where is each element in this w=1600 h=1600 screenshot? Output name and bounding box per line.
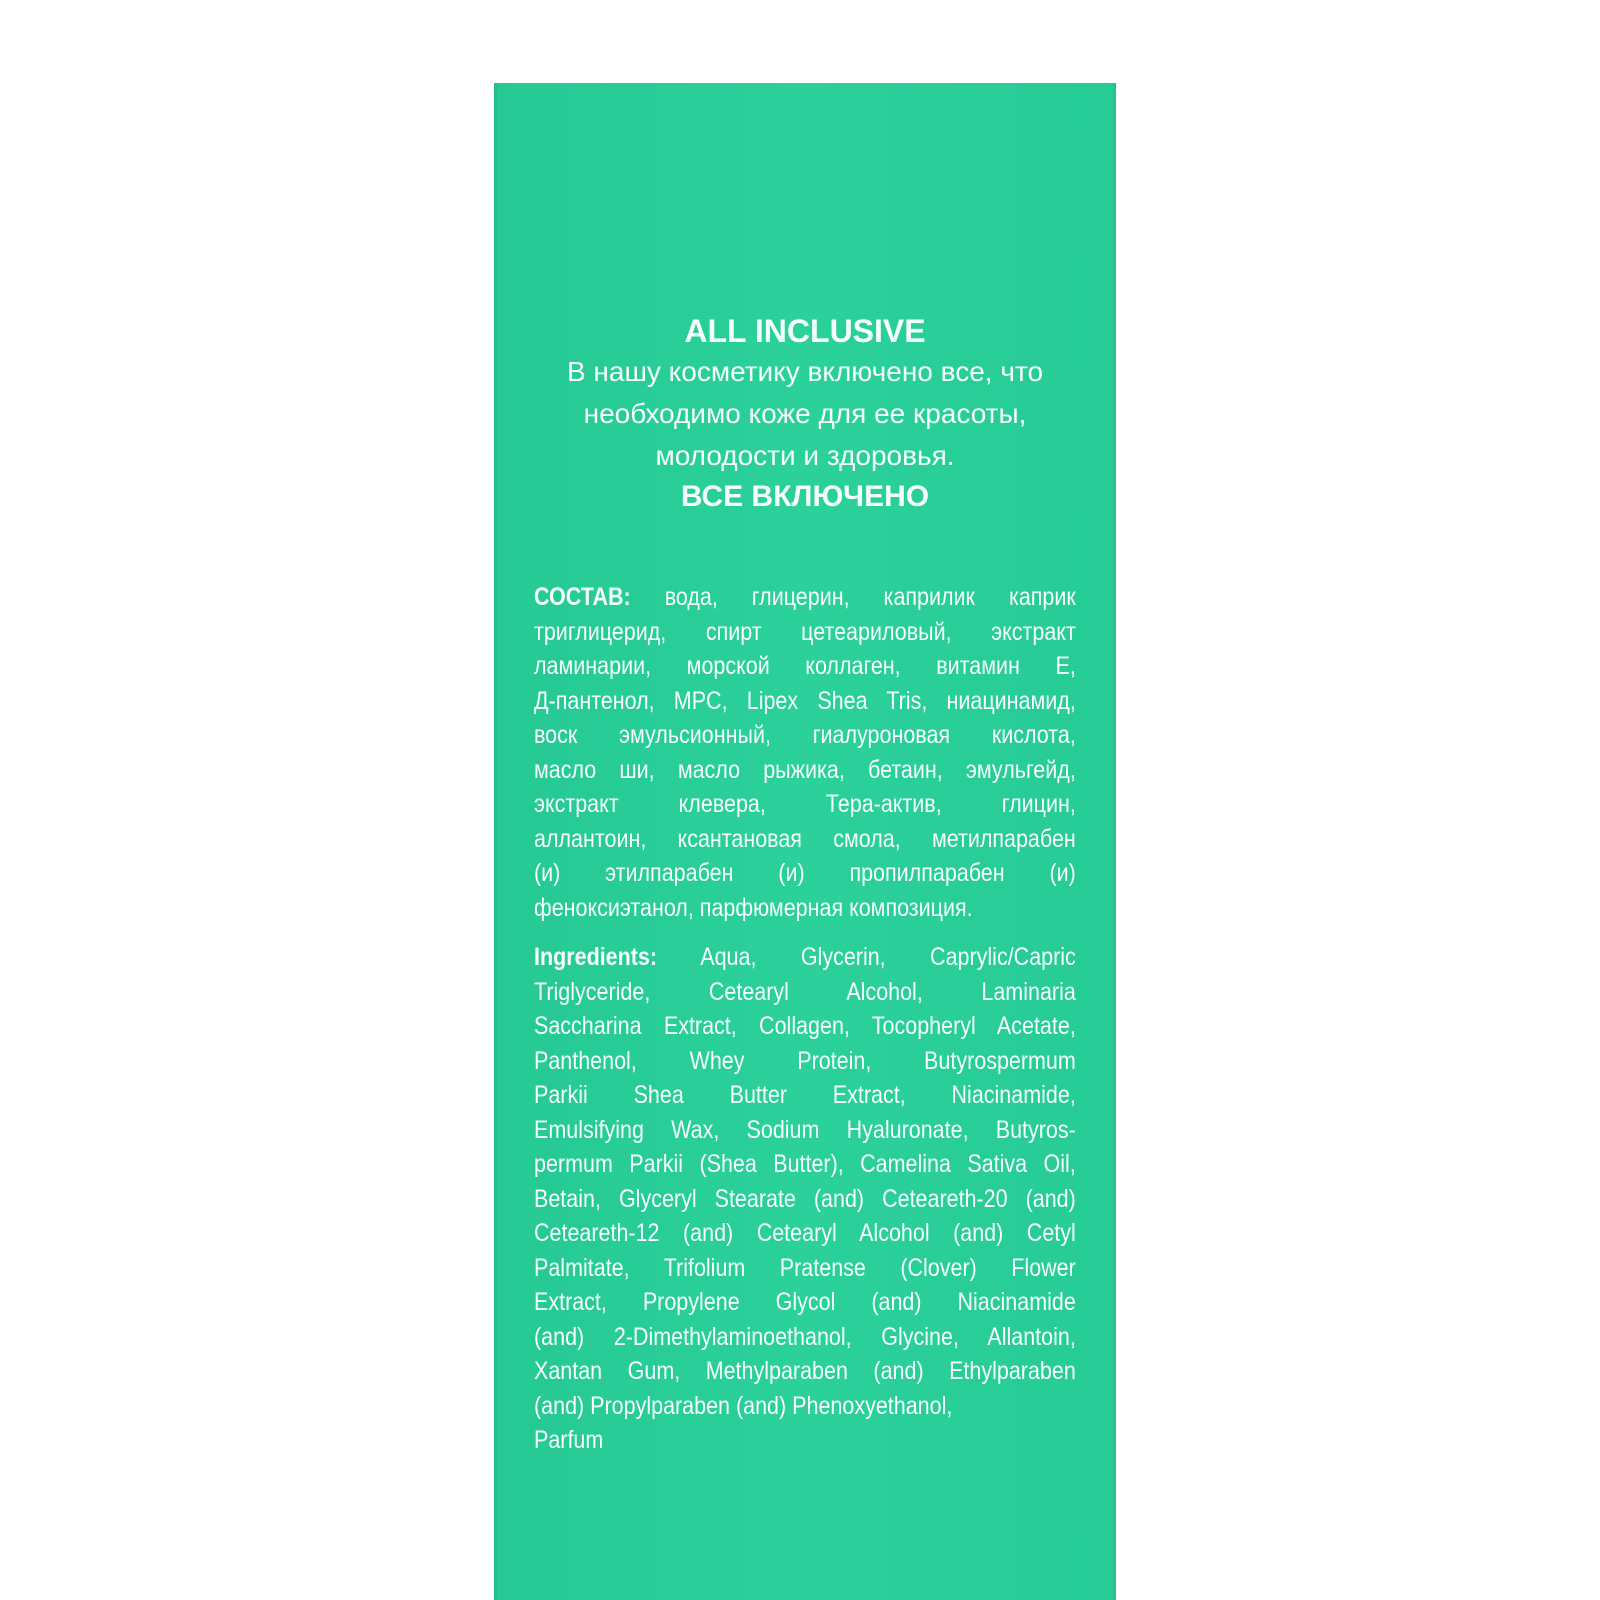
composition-ru-line: вода, глицерин, каприлик каприк	[630, 583, 1076, 611]
composition-ru	[534, 580, 1076, 925]
composition-en-line: Xantan Gum, Methylparaben (and) Ethylparaben	[534, 1357, 1076, 1385]
composition-ru-line: феноксиэтанол, парфюмерная композиция.	[534, 893, 973, 922]
composition-ru-line: масло ши, масло рыжика, бетаин, эмульгейд,	[534, 755, 1076, 784]
green-package-side	[494, 83, 1116, 1600]
composition-ru-line: экстракт клевера, Тера-актив, глицин,	[534, 790, 1076, 818]
slogan-line: необходимо коже для ее красоты,	[583, 398, 1027, 429]
composition-en-line: Aqua, Glycerin, Caprylic/Capric	[657, 943, 1076, 971]
composition-ru-line: триглицерид, спирт цетеариловый, экстракт	[534, 617, 1076, 646]
slogan-line: В нашу косметику включено все, что	[566, 356, 1044, 387]
slogan-line: молодости и здоровья.	[655, 440, 955, 471]
composition-en-line: permum Parkii (Shea Butter), Camelina Sativa Oil,	[534, 1150, 1076, 1178]
composition-en-line: Extract, Propylene Glycol (and) Niacinamide	[534, 1288, 1076, 1316]
composition-ru-label: СОСТАВ:	[534, 583, 631, 611]
composition-en-label: Ingredients:	[534, 943, 658, 971]
composition-en-line: Saccharina Extract, Collagen, Tocopheryl Acetate,	[534, 1012, 1076, 1040]
slogan-emphasis: ВСЕ ВКЛЮЧЕНО	[680, 480, 930, 513]
composition-ru-line: воск эмульсионный, гиалуроновая кислота,	[534, 721, 1076, 749]
composition-en-line: Palmitate, Trifolium Pratense (Clover) Flower	[534, 1253, 1076, 1282]
composition-ru-line: аллантоин, ксантановая смола, метилпарабен	[534, 824, 1076, 853]
composition-en-line: Parkii Shea Butter Extract, Niacinamide,	[534, 1081, 1076, 1109]
composition-en-line: Ceteareth-12 (and) Cetearyl Alcohol (and) Cetyl	[534, 1219, 1076, 1247]
composition-ru-line: Д-пантенол, MPC, Lipex Shea Tris, ниацинамид,	[534, 686, 1076, 715]
composition-en-line: (and) 2-Dimethylaminoethanol, Glycine, Allantoin,	[534, 1322, 1076, 1351]
composition-ru-line: ламинарии, морской коллаген, витамин Е,	[534, 652, 1076, 680]
slogan-text	[525, 351, 1085, 477]
composition-en-line: Triglyceride, Cetearyl Alcohol, Laminaria	[534, 977, 1076, 1006]
headline-block	[494, 311, 1116, 517]
composition-en-line: Parfum	[534, 1426, 604, 1454]
composition-en	[534, 940, 1076, 1458]
composition-en-line: Betain, Glyceryl Stearate (and) Ceteareth-20 (and)	[534, 1184, 1076, 1213]
brand-title: ALL INCLUSIVE	[684, 313, 926, 349]
composition-ru-line: (и) этилпарабен (и) пропилпарабен (и)	[534, 859, 1076, 887]
composition-en-line: Panthenol, Whey Protein, Butyrospermum	[534, 1046, 1076, 1075]
composition-en-line: (and) Propylparaben (and) Phenoxyethanol,	[534, 1391, 953, 1420]
composition-en-line: Emulsifying Wax, Sodium Hyaluronate, Butyros-	[534, 1115, 1076, 1144]
